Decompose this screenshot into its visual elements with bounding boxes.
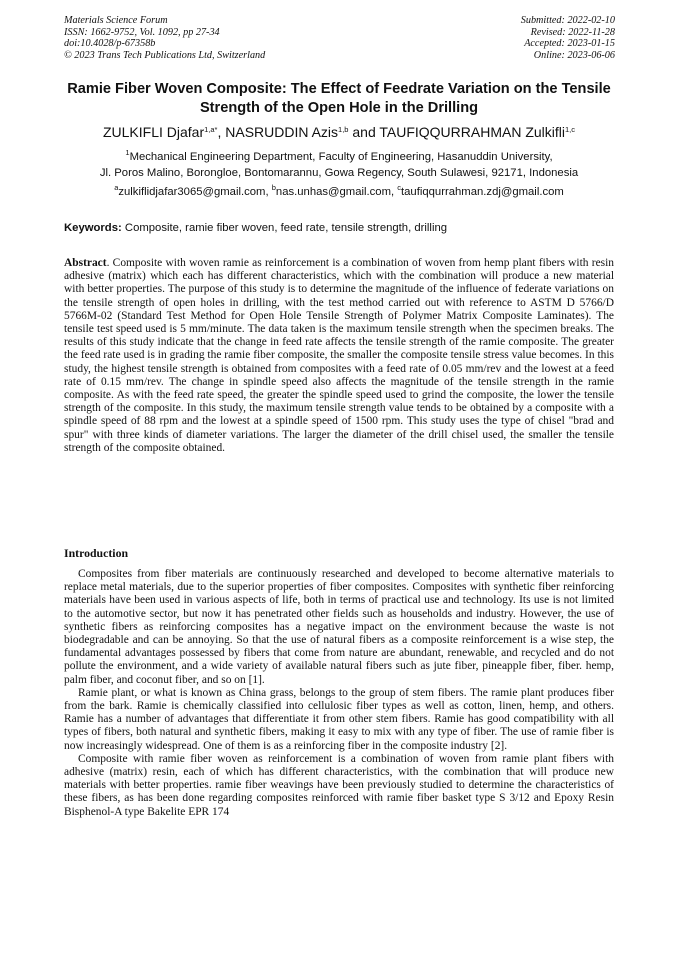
affiliation-mark: 1 (125, 148, 130, 157)
publication-dates (521, 15, 615, 61)
journal-doi[interactable]: doi:10.4028/p-67358b (64, 38, 156, 50)
journal-issn: ISSN: 1662-9752, Vol. 1092, pp 27-34 (64, 26, 220, 38)
introduction-body (64, 568, 614, 819)
email-separator: , (265, 186, 272, 198)
keywords-text: Composite, ramie fiber woven, feed rate, tensile strength, drilling (121, 222, 448, 234)
journal-info (64, 15, 265, 61)
abstract-label: Abstract (64, 257, 107, 269)
author-name: ZULKIFLI Djafar (102, 124, 205, 140)
author-separator: , (217, 124, 226, 140)
email-separator: , (390, 186, 398, 198)
abstract (64, 257, 614, 455)
date-online: Online: 2023-06-06 (533, 49, 615, 61)
keywords (64, 221, 614, 236)
paragraph: Composites from fiber materials are continuously researched and developed to become alternative materials to replace metal materials, due to the superior properties of fiber composites. Composites with synthetic fiber reinforcing materials have been used in various aspects of life, both in terms of practical use and technology. Its use is not limited to the automotive sector, but now it has penetrated other fields such as households and industry. However, the use of synthetic fibers as reinforcing composites has a negative impact on the environment because the waste is not biodegradable and can be annoying. So that the use of natural fibers as a composite reinforcement is a wise step, the fundamental advantages possessed by fibers that come from nature are abundant, renewable, and recycled and do not pollute the environment, and a wide variety of available natural fibers such as jute fiber, pineapple fiber, fiber. hemp, palm fiber, and coconut fiber, and so on [1]. (64, 568, 614, 686)
author-name: TAUFIQQURRAHMAN Zulkifli (379, 124, 566, 140)
section-heading-introduction: Introduction (64, 546, 129, 560)
author-list (30, 123, 648, 141)
email-mark: b (271, 183, 276, 192)
date-submitted: Submitted: 2022-02-10 (520, 15, 615, 26)
email-link[interactable]: zulkiflidjafar3065@gmail.com (118, 186, 266, 198)
date-accepted: Accepted: 2023-01-15 (524, 38, 615, 50)
author-name: NASRUDDIN Azis (225, 124, 339, 140)
affiliation (40, 150, 638, 181)
author-affiliation-mark: 1,a* (204, 125, 218, 134)
abstract-text: . Composite with woven ramie as reinforcement is a combination of woven from hemp plant fibers with resin adhesive (matrix) which each has different characteristics, which with the combination will produce a new material with better properties. The purpose of this study is to determine the magnitude of the influence of federate variations on the tensile strength of open holes in drilling, with the test method carried out with reference to ASTM D 5766/D 5766M-02 (Standard Test Method for Open Hole Tensile Strength of Polymer Matrix Composite Laminates). The tensile test speed used is 5 mm/minute. The data taken is the maximum tensile strength when the specimen breaks. The results of this study indicate that the change in feed rate affects the tensile strength of the ramie composite. The greater the feed rate used is in grading the ramie fiber composite, the smaller the composite tensile stress value becomes. In this study, the highest tensile strength is obtained from composites with a feed rate of 0.05 mm/rev and the lowest at a feed rate of 0.15 mm/rev. The change in spindle speed also affects the magnitude of the tensile strength in the ramie composite. As with the feed rate speed, the greater the spindle speed used to grind the composite, the lower the tensile strength of the composite. In this study, the maximum tensile strength value tends to be obtained by a composite with a spindle speed of 88 rpm and the lowest at a spindle speed of 1500 rpm. This study uses the type of chisel "brad and spur" with three kinds of diameter variations. The larger the diameter of the drill chisel used, the smaller the tensile strength of the composite obtained. (64, 257, 614, 454)
affiliation-text: Mechanical Engineering Department, Faculty of Engineering, Hasanuddin University, (129, 151, 553, 163)
author-affiliation-mark: 1,b (338, 125, 349, 134)
email-mark: c (397, 183, 402, 192)
email-link[interactable]: taufiqqurrahman.zdj@gmail.com (401, 186, 564, 198)
date-revised: Revised: 2022-11-28 (530, 26, 615, 38)
affiliation-address: Jl. Poros Malino, Borongloe, Bontomarannu, Gowa Regency, South Sulawesi, 92171, Indonesia (99, 166, 579, 179)
affiliation-line (40, 150, 638, 166)
author-affiliation-mark: 1,c (565, 125, 576, 134)
author-separator: and (348, 124, 380, 140)
email-link[interactable]: nas.unhas@gmail.com (275, 186, 391, 198)
email-mark: a (114, 183, 119, 192)
paragraph: Ramie plant, or what is known as China grass, belongs to the group of stem fibers. The ramie plant produces fiber from the bark. Ramie is chemically classified into cellulosic fiber types as well as cotton, linen, hemp, and others. Ramie has a number of advantages that differentiate it from other stem fibers. Ramie has good compatibility with all types of fibers, both natural and synthetic fibers, making it easy to mix with any type of fiber. The use of ramie fiber is now increasingly widespread. One of them is as a reinforcing fiber in the composite industry [2]. (64, 686, 614, 752)
paragraph: Composite with ramie fiber woven as reinforcement is a combination of woven from ramie plant fibers with adhesive (matrix) resin, each of which has different characteristics, with the combination that will produce new materials with better properties. ramie fiber weavings have been previously studied to determine the characteristics of these fibers, as has been done regarding composites reinforced with ramie fiber basket type S 3/12 and Epoxy Resin Bisphenol-A type Bakelite EPR 174 (64, 752, 614, 818)
keywords-label: Keywords: (64, 222, 122, 234)
author-emails (40, 185, 638, 200)
journal-copyright: © 2023 Trans Tech Publications Ltd, Switzerland (64, 49, 266, 61)
journal-name: Materials Science Forum (64, 15, 168, 26)
paper-title: Ramie Fiber Woven Composite: The Effect of Feedrate Variation on the Tensile Strength of the Open Hole in the Drilling (67, 81, 611, 116)
